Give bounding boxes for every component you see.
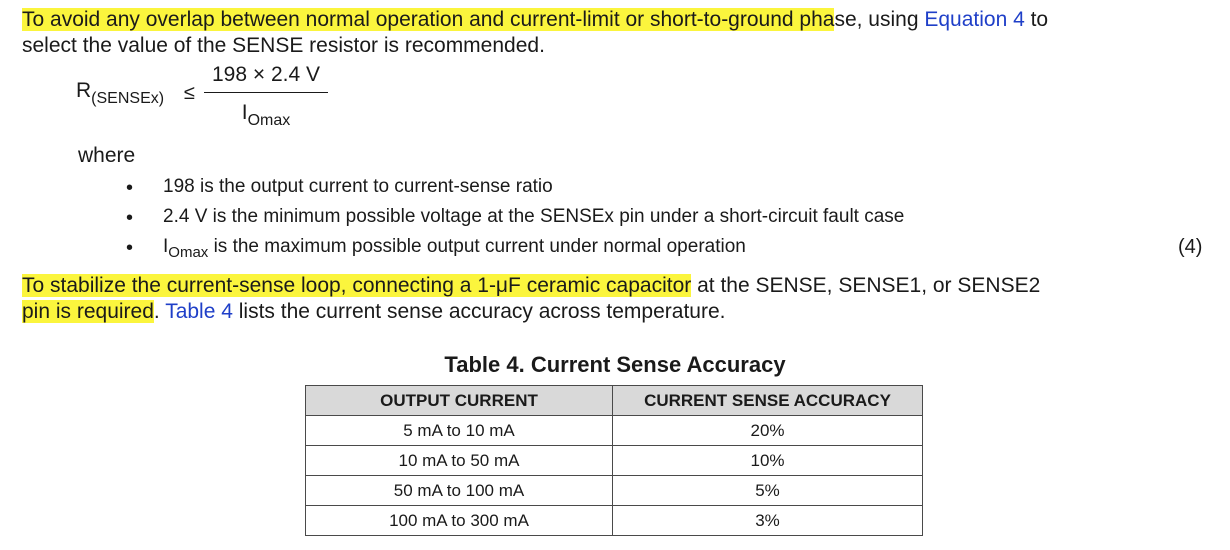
column-header-output-current: OUTPUT CURRENT	[306, 386, 613, 416]
output-current-cell: 100 mA to 300 mA	[306, 506, 613, 536]
paragraph-1-line-2: select the value of the SENSE resistor is recommended.	[22, 34, 545, 57]
plain-text: to	[1024, 8, 1049, 31]
current-symbol: I	[163, 236, 169, 257]
table-row	[306, 416, 923, 446]
paragraph-2-line-2	[22, 299, 725, 325]
output-current-cell: 10 mA to 50 mA	[306, 446, 613, 476]
accuracy-cell: 10%	[613, 446, 923, 476]
bullet-dot: •	[126, 207, 134, 229]
less-equal-symbol: ≤	[184, 82, 195, 104]
accuracy-cell: 20%	[613, 416, 923, 446]
plain-text: lists the current sense accuracy across temperature.	[232, 300, 726, 323]
accuracy-cell: 5%	[613, 476, 923, 506]
resistor-symbol: R	[76, 79, 92, 102]
resistor-subscript: (SENSEx)	[91, 90, 165, 107]
plain-text: at the SENSE, SENSE1, or SENSE2	[691, 274, 1041, 297]
equation-lhs	[76, 78, 164, 106]
equation-4-link[interactable]: Equation 4	[924, 8, 1025, 31]
table-header-row	[306, 386, 923, 416]
current-subscript: Omax	[247, 112, 291, 129]
plain-text: .	[153, 300, 166, 323]
column-header-accuracy: CURRENT SENSE ACCURACY	[613, 386, 923, 416]
highlighted-text: pin is required	[22, 300, 154, 323]
where-label: where	[78, 144, 136, 167]
bullet-item-1: 198 is the output current to current-sense ratio	[163, 176, 553, 197]
table-caption: Table 4. Current Sense Accuracy	[444, 352, 786, 377]
bullet-dot: •	[126, 237, 134, 259]
bullet-item-3	[163, 234, 746, 261]
bullet-item-2: 2.4 V is the minimum possible voltage at the SENSEx pin under a short-circuit fault case	[163, 206, 905, 227]
bullet-dot: •	[126, 177, 134, 199]
paragraph-2-line-1	[22, 273, 1040, 299]
current-symbol: I	[241, 101, 248, 124]
table-row	[306, 446, 923, 476]
output-current-cell: 50 mA to 100 mA	[306, 476, 613, 506]
highlighted-text: To avoid any overlap between normal operation and current-limit or short-to-ground pha	[22, 8, 835, 31]
paragraph-1-line-1	[22, 7, 1048, 33]
plain-text: se, using	[834, 8, 925, 31]
current-sense-accuracy-table	[305, 385, 923, 536]
equation-number: (4)	[1178, 236, 1203, 258]
highlighted-text: To stabilize the current-sense loop, connecting a 1-μF ceramic capacitor	[22, 274, 692, 297]
output-current-cell: 5 mA to 10 mA	[306, 416, 613, 446]
equation-denominator	[204, 100, 328, 128]
accuracy-cell: 3%	[613, 506, 923, 536]
fraction-bar	[204, 92, 328, 93]
bullet-text: is the maximum possible output current under normal operation	[208, 236, 746, 257]
table-4-link[interactable]: Table 4	[165, 300, 233, 323]
equation-numerator: 198 × 2.4 V	[211, 63, 320, 86]
current-subscript: Omax	[168, 244, 209, 261]
table-row	[306, 476, 923, 506]
table-row	[306, 506, 923, 536]
